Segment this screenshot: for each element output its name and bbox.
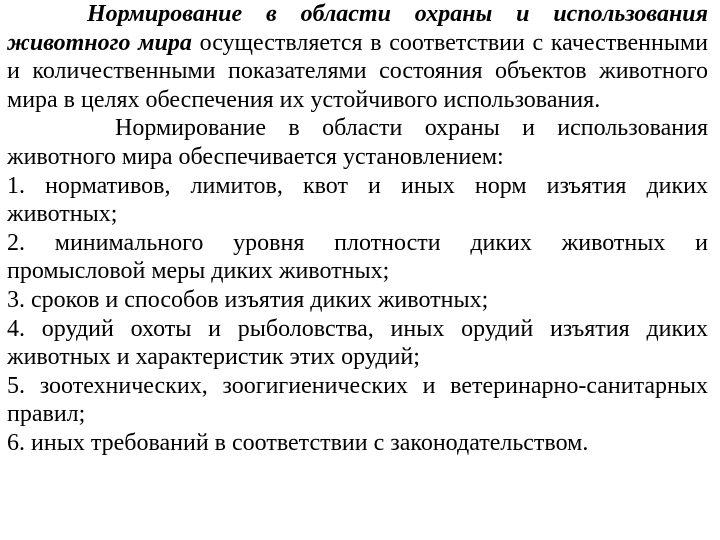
list-item: 5. зоотехнических, зоогигиенических и ветеринарно-санитарных правил;	[7, 372, 708, 428]
definition-text: осуществляется в соответствии с качественными и количественными показателями состояния объектов животного мира в целях обеспечения их устойчивого использования.	[7, 29, 708, 113]
paragraph-establishment: Нормирование в области охраны и использования животного мира обеспечивается установлением:	[7, 115, 708, 170]
list-item: 2. минимального уровня плотности диких животных и промысловой меры диких животных;	[7, 229, 708, 285]
list-item: 4. орудий охоты и рыболовства, иных орудий изъятия диких животных и характеристик этих орудий;	[7, 315, 708, 371]
bold-term: Нормирование в области охраны и использования животного мира	[7, 1, 708, 56]
list-item: 6. иных требований в соответствии с законодательством.	[7, 429, 589, 456]
list-item: 1. нормативов, лимитов, квот и иных норм изъятия диких животных;	[7, 172, 708, 228]
paragraph-definition	[7, 0, 708, 114]
list-item: 3. сроков и способов изъятия диких животных;	[7, 286, 489, 313]
document-page	[7, 0, 708, 458]
